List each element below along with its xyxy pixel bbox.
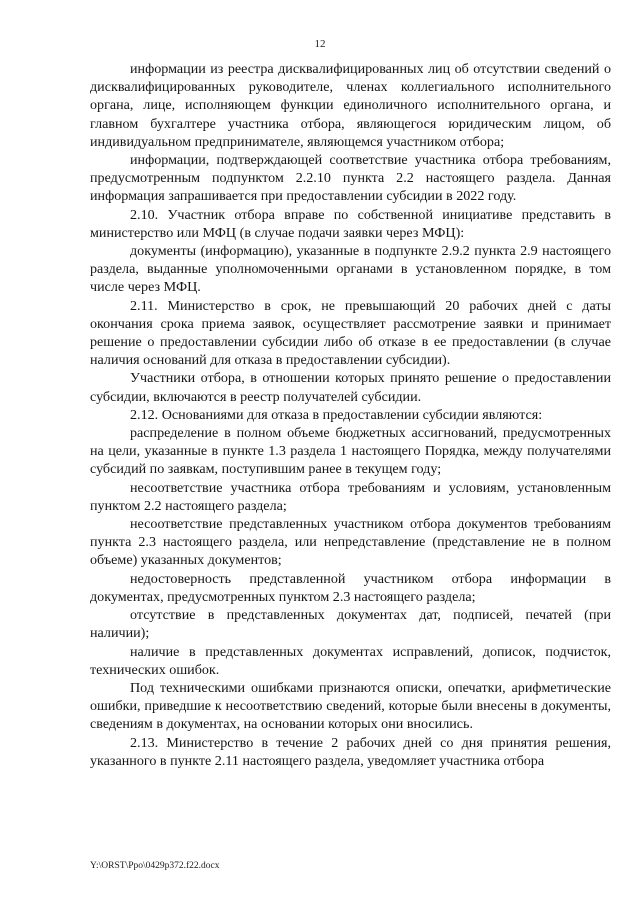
paragraph: несоответствие представленных участником отбора документов требованиям пункта 2.3 настоящего раздела, или непредставление (представление не в полном объеме) указанных документов; (90, 516, 611, 569)
file-path-footer: Y:\ORST\Ppo\0429p372.f22.docx (90, 861, 220, 871)
paragraph: отсутствие в представленных документах дат, подписей, печатей (при наличии); (90, 607, 611, 642)
paragraph: распределение в полном объеме бюджетных ассигнований, предусмотренных на цели, указанные в пункте 1.3 раздела 1 настоящего Порядка, между получателями субсидий по заявкам, поступившим ранее в текущем году; (90, 425, 611, 478)
paragraph: Участники отбора, в отношении которых принято решение о предоставлении субсидии, включаются в реестр получателей субсидии. (90, 370, 611, 405)
paragraph: информации, подтверждающей соответствие участника отбора требованиям, предусмотренным подпунктом 2.2.10 пункта 2.2 настоящего раздела. Данная информация запрашивается при предоставлении субсидии в 2022 году. (90, 152, 611, 205)
paragraph: 2.10. Участник отбора вправе по собственной инициативе представить в министерство или МФЦ (в случае подачи заявки через МФЦ): (90, 206, 611, 241)
paragraph: 2.12. Основаниями для отказа в предоставлении субсидии являются: (130, 406, 543, 423)
paragraph: документы (информацию), указанные в подпункте 2.9.2 пункта 2.9 настоящего раздела, выданные уполномоченными органами в установленном порядке, в том числе через МФЦ. (90, 243, 611, 296)
paragraph: Под техническими ошибками признаются описки, опечатки, арифметические ошибки, приведшие к несоответствию сведений, которые были внесены в документы, сведениям в документах, на основании которых они вносились. (90, 679, 611, 733)
paragraph: 2.11. Министерство в срок, не превышающий 20 рабочих дней с даты окончания срока приема заявок, осуществляет рассмотрение заявки и принимает решение о предоставлении субсидии либо об отказе в ее предоставлении (в случае наличия оснований для отказа в предоставлении субсидии). (90, 297, 611, 369)
paragraph: информации из реестра дисквалифицированных лиц об отсутствии сведений о дисквалифицированных руководителе, членах коллегиального исполнительного органа, лице, исполняющем функции единоличного исполнительного органа, и главном бухгалтере участника отбора, являющегося юридическим лицом, об индивидуальном предпринимателе, являющемся участником отбора; (90, 61, 611, 150)
paragraph: недостоверность представленной участником отбора информации в документах, предусмотренных пунктом 2.3 настоящего раздела; (90, 570, 611, 605)
paragraph: наличие в представленных документах исправлений, дописок, подчисток, технических ошибок. (90, 643, 611, 678)
paragraph: несоответствие участника отбора требованиям и условиям, установленным пунктом 2.2 настоящего раздела; (90, 479, 611, 514)
paragraph: 2.13. Министерство в течение 2 рабочих дней со дня принятия решения, указанного в пункте 2.11 настоящего раздела, уведомляет участника отбора (90, 734, 611, 769)
document-body (90, 60, 611, 770)
page-number: 12 (314, 38, 326, 50)
